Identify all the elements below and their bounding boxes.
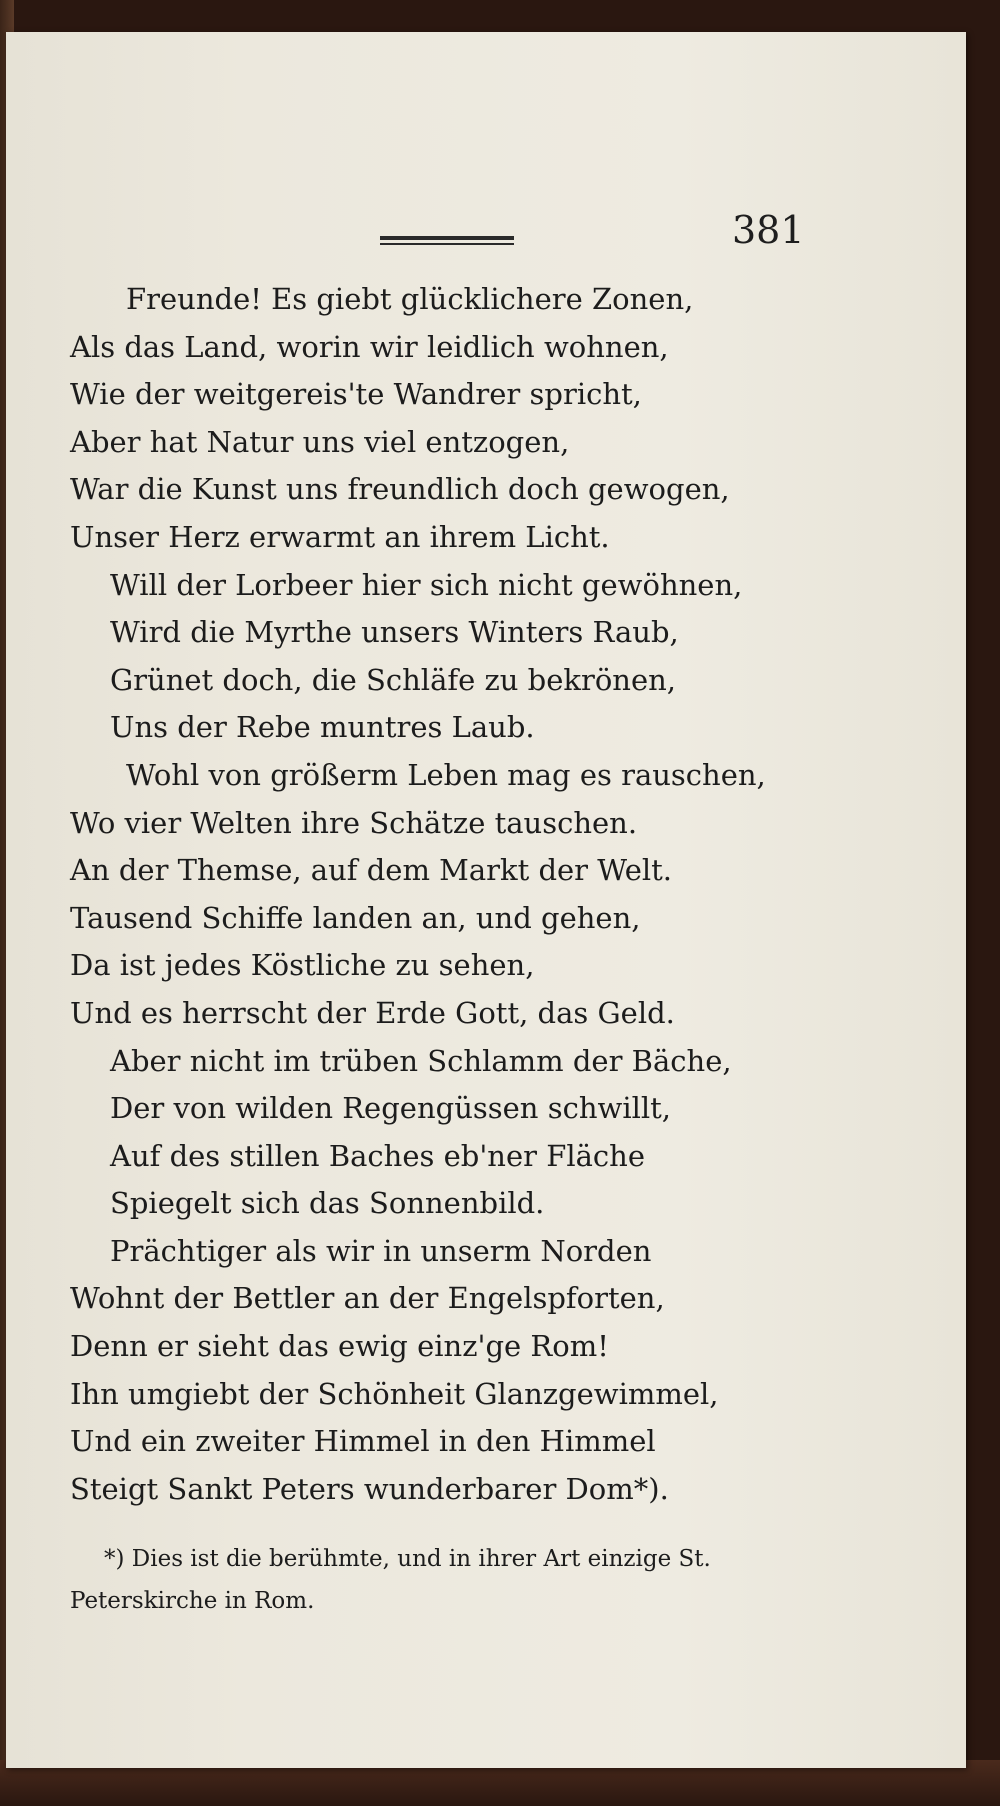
footnote-line: *) Dies ist die berühmte, und in ihrer Art einzige St.	[104, 1546, 711, 1572]
verse-line: Und es herrscht der Erde Gott, das Geld.	[70, 995, 675, 1030]
verse-line: Wird die Myrthe unsers Winters Raub,	[110, 615, 679, 650]
verse-line: Der von wilden Regengüssen schwillt,	[110, 1091, 672, 1126]
verse-line: Wohnt der Bettler an der Engelspforten,	[70, 1281, 665, 1316]
page-number: 381	[732, 208, 805, 252]
verse-line: Und ein zweiter Himmel in den Himmel	[70, 1424, 656, 1459]
verse-line: Wohl von größerm Leben mag es rauschen,	[126, 757, 766, 792]
verse-line: Wo vier Welten ihre Schätze tauschen.	[70, 805, 638, 840]
verse-line: Steigt Sankt Peters wunderbarer Dom*).	[70, 1471, 669, 1506]
verse-line: Freunde! Es giebt glücklichere Zonen,	[126, 282, 694, 316]
page-header	[6, 200, 966, 260]
verse-line: Auf des stillen Baches eb'ner Fläche	[110, 1138, 645, 1173]
verse-line: Da ist jedes Köstliche zu sehen,	[70, 948, 535, 983]
verse-line: Spiegelt sich das Sonnenbild.	[110, 1186, 545, 1221]
verse-line: Als das Land, worin wir leidlich wohnen,	[70, 329, 669, 364]
verse-line: Grünet doch, die Schläfe zu bekrönen,	[110, 662, 677, 697]
verse-line: Unser Herz erwarmt an ihrem Licht.	[70, 519, 610, 554]
poem-body	[70, 276, 950, 1513]
verse-line: Prächtiger als wir in unserm Norden	[110, 1233, 652, 1268]
book-page	[6, 32, 966, 1768]
header-rule	[380, 236, 514, 245]
verse-line: Ihn umgiebt der Schönheit Glanzgewimmel,	[70, 1376, 719, 1411]
footnote	[70, 1538, 950, 1622]
verse-line: Wie der weitgereis'te Wandrer spricht,	[70, 377, 642, 412]
verse-line: War die Kunst uns freundlich doch gewogen,	[70, 472, 730, 507]
verse-line: Tausend Schiffe landen an, und gehen,	[70, 900, 641, 935]
verse-line: Uns der Rebe muntres Laub.	[110, 710, 535, 745]
verse-line: Will der Lorbeer hier sich nicht gewöhnen,	[110, 567, 743, 602]
verse-line: Aber nicht im trüben Schlamm der Bäche,	[110, 1043, 732, 1078]
verse-line: Denn er sieht das ewig einz'ge Rom!	[70, 1329, 609, 1364]
verse-line: Aber hat Natur uns viel entzogen,	[70, 424, 570, 459]
footnote-line: Peterskirche in Rom.	[70, 1588, 315, 1614]
verse-line: An der Themse, auf dem Markt der Welt.	[70, 853, 673, 888]
